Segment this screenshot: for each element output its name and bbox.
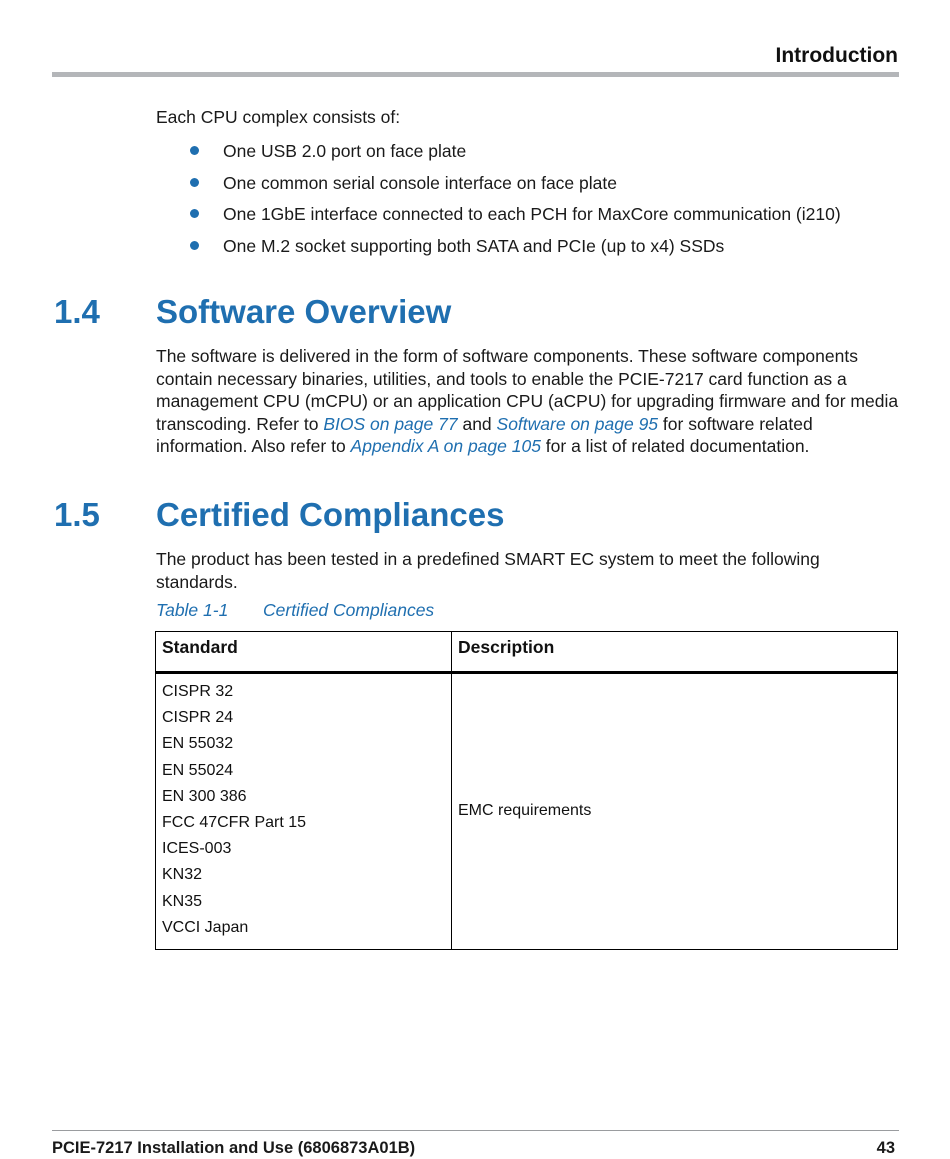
compliance-table: [155, 631, 898, 950]
standard-item: KN35: [162, 892, 203, 910]
description-cell: EMC requirements: [452, 673, 898, 950]
standard-item: EN 55024: [162, 761, 234, 779]
appendix-link[interactable]: Appendix A on page 105: [350, 436, 541, 456]
software-paragraph: The software is delivered in the form of software components. These software components contain necessary binaries, utilities, and tools to enable the PCIE-7217 card function as a management CPU (mCPU) or an application CPU (aCPU) for upgrading firmware and for media transcoding. Refer to BIOS on page 77 and Software on page 95 for software related information. Also refer to Appendix A on page 105 for a list of related documentation.: [156, 346, 899, 456]
standard-item: ICES-003: [162, 840, 232, 858]
table-label: Table 1-1: [156, 600, 229, 620]
bios-link[interactable]: BIOS on page 77: [323, 413, 458, 434]
bullet-icon: [190, 146, 199, 155]
bullet-icon: [190, 209, 199, 218]
standard-item: KN32: [162, 866, 203, 884]
compliance-paragraph: The product has been tested in a predefined SMART EC system to meet the following standards.: [156, 549, 820, 592]
standard-item: CISPR 24: [162, 709, 234, 727]
page-number: 43: [876, 1139, 895, 1157]
section-title: Software Overview: [156, 293, 452, 330]
section-number: 1.4: [54, 293, 100, 330]
bullet-icon: [190, 178, 199, 187]
standard-item: FCC 47CFR Part 15: [162, 813, 307, 831]
table-caption: Certified Compliances: [263, 600, 435, 620]
bullet-icon: [190, 241, 199, 250]
standard-item: VCCI Japan: [162, 918, 249, 936]
header-title: Introduction: [775, 44, 898, 67]
table-row: [156, 673, 898, 950]
standards-list: [162, 674, 445, 949]
standard-item: CISPR 32: [162, 683, 234, 700]
table-header-row: [156, 632, 898, 673]
intro-lead: Each CPU complex consists of:: [156, 107, 401, 127]
software-link[interactable]: Software on page 95: [496, 413, 659, 434]
standard-item: EN 300 386: [162, 787, 247, 805]
section-title: Certified Compliances: [156, 496, 505, 533]
column-header-description: Description: [452, 632, 898, 673]
column-header-standard: Standard: [156, 632, 452, 673]
standards-cell: [156, 673, 452, 950]
section-number: 1.5: [54, 496, 100, 533]
footer-doc-title: PCIE-7217 Installation and Use (6806873A01B): [52, 1139, 416, 1157]
standard-item: EN 55032: [162, 735, 234, 753]
footer-rule: [52, 1130, 899, 1131]
header-rule: [52, 72, 899, 77]
